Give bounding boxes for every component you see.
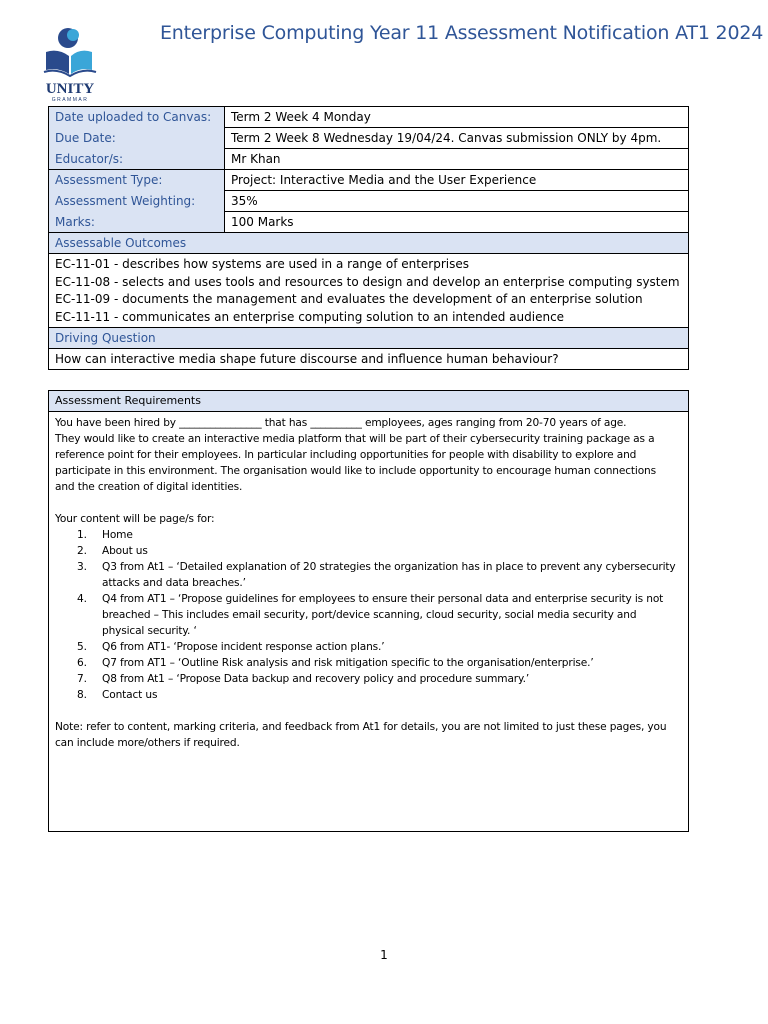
info-label: Assessment Type:	[49, 170, 225, 191]
info-value: Term 2 Week 8 Wednesday 19/04/24. Canvas submission ONLY by 4pm.	[225, 128, 689, 149]
info-label: Date uploaded to Canvas:	[49, 107, 225, 128]
list-item	[55, 639, 682, 655]
info-row	[49, 212, 689, 233]
intro-line: and the creation of digital identities.	[55, 481, 243, 493]
unity-grammar-logo	[38, 26, 102, 102]
list-item	[55, 671, 682, 687]
list-item	[55, 655, 682, 671]
list-number: 2.	[77, 545, 87, 557]
pages-intro: Your content will be page/s for:	[55, 513, 215, 525]
requirements-body	[49, 412, 688, 754]
info-row	[49, 170, 689, 191]
list-item-line: Q6 from AT1- ‘Propose incident response action plans.’	[102, 641, 385, 653]
info-row	[49, 107, 689, 128]
info-label: Marks:	[49, 212, 225, 233]
requirements-heading: Assessment Requirements	[49, 391, 688, 412]
outcome-item: EC-11-11 - communicates an enterprise computing solution to an intended audience	[55, 309, 565, 324]
list-item-line: Home	[102, 529, 133, 541]
list-item-line: attacks and data breaches.’	[102, 577, 246, 589]
list-item-line: Q7 from AT1 – ‘Outline Risk analysis and risk mitigation specific to the organisation/enterprise.’	[102, 657, 594, 669]
pages-list	[55, 527, 682, 703]
list-item	[55, 559, 682, 591]
info-row	[49, 149, 689, 170]
driving-question-text: How can interactive media shape future discourse and influence human behaviour?	[49, 349, 689, 370]
outcomes-heading-row	[49, 233, 689, 254]
assessment-requirements-box	[48, 390, 689, 832]
list-item	[55, 527, 682, 543]
driving-question-heading-row	[49, 328, 689, 349]
driving-question-row	[49, 349, 689, 370]
note-line: Note: refer to content, marking criteria, and feedback from At1 for details, you are not limited to just these pages, you	[55, 721, 667, 733]
list-item-line: Q3 from At1 – ‘Detailed explanation of 20 strategies the organization has in place to prevent any cybersecurity	[102, 561, 676, 573]
info-row	[49, 191, 689, 212]
list-item	[55, 591, 682, 639]
info-label: Due Date:	[49, 128, 225, 149]
intro-line: participate in this environment. The organisation would like to include opportunity to encourage human connections	[55, 465, 656, 477]
logo-subtext: GRAMMAR	[51, 97, 89, 102]
page-number: 1	[380, 948, 388, 962]
info-value: Project: Interactive Media and the User Experience	[225, 170, 689, 191]
list-number: 8.	[77, 689, 87, 701]
outcome-item: EC-11-08 - selects and uses tools and resources to design and develop an enterprise computing system	[55, 274, 680, 289]
outcomes-list	[49, 254, 689, 328]
info-label: Educator/s:	[49, 149, 225, 170]
list-number: 5.	[77, 641, 87, 653]
list-item-line: breached – This includes email security, port/device scanning, cloud security, social media security and	[102, 609, 637, 621]
outcomes-heading: Assessable Outcomes	[49, 233, 689, 254]
outcomes-row	[49, 254, 689, 328]
driving-question-heading: Driving Question	[49, 328, 689, 349]
info-value: 35%	[225, 191, 689, 212]
list-number: 3.	[77, 561, 87, 573]
outcome-item: EC-11-01 - describes how systems are used in a range of enterprises	[55, 257, 470, 271]
list-item	[55, 687, 682, 703]
list-item-line: physical security. ‘	[102, 625, 197, 637]
intro-line: You have been hired by ________________ that has __________ employees, ages ranging from 20-70 years of age.	[55, 417, 627, 429]
info-label: Assessment Weighting:	[49, 191, 225, 212]
assessment-info-table	[48, 106, 689, 370]
logo-text: UNITY	[45, 81, 95, 97]
list-number: 7.	[77, 673, 87, 685]
intro-line: They would like to create an interactive media platform that will be part of their cybersecurity training package as a	[55, 433, 655, 445]
list-item	[55, 543, 682, 559]
list-item-line: Contact us	[102, 689, 158, 701]
outcome-item: EC-11-09 - documents the management and evaluates the development of an enterprise solution	[55, 292, 643, 306]
list-number: 6.	[77, 657, 87, 669]
list-number: 1.	[77, 529, 87, 541]
document-title: Enterprise Computing Year 11 Assessment Notification AT1 2024	[160, 22, 764, 44]
info-row	[49, 128, 689, 149]
list-number: 4.	[77, 593, 87, 605]
info-value: Mr Khan	[225, 149, 689, 170]
note-line: can include more/others if required.	[55, 737, 240, 749]
list-item-line: About us	[102, 545, 148, 557]
intro-line: reference point for their employees. In particular including opportunities for people with disability to explore and	[55, 449, 637, 461]
info-value: 100 Marks	[225, 212, 689, 233]
list-item-line: Q4 from AT1 – ‘Propose guidelines for employees to ensure their personal data and enterprise security is not	[102, 593, 664, 605]
list-item-line: Q8 from At1 – ‘Propose Data backup and recovery policy and procedure summary.’	[102, 673, 530, 685]
info-value: Term 2 Week 4 Monday	[225, 107, 689, 128]
